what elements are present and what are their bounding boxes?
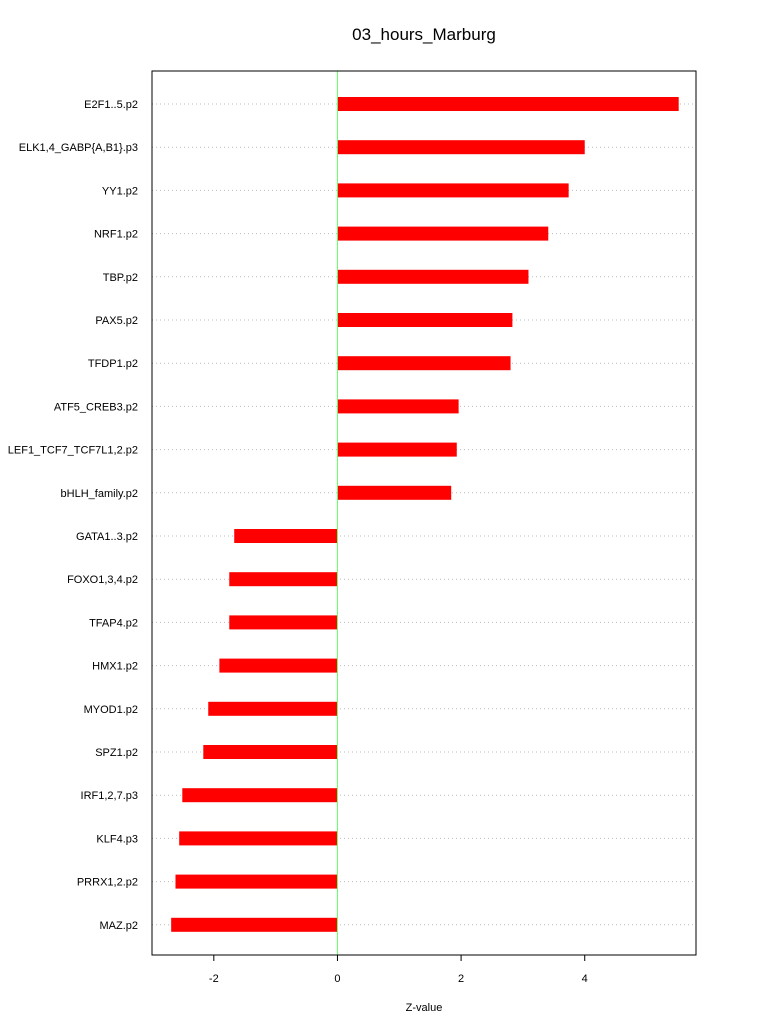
bars [171,97,679,932]
bar [337,97,678,111]
bar [229,615,337,629]
bar [175,875,337,889]
chart-title: 03_hours_Marburg [352,25,496,44]
bar [337,227,548,241]
category-label: GATA1..3.p2 [76,531,138,543]
bar [203,745,337,759]
category-label: ELK1,4_GABP{A,B1}.p3 [18,142,138,155]
x-axis [209,955,588,985]
category-label: ATF5_CREB3.p2 [53,401,138,414]
bar [337,486,451,500]
x-tick-label: 0 [334,973,341,985]
bar [337,443,456,457]
x-tick-label: 2 [458,973,465,985]
bar [171,918,337,932]
bar [337,313,512,327]
category-label: TFAP4.p2 [89,617,138,630]
bar [179,831,337,845]
category-label: YY1.p2 [101,185,138,198]
category-label: TBP.p2 [102,271,138,284]
category-label: LEF1_TCF7_TCF7L1,2.p2 [7,444,138,457]
bar [337,183,568,197]
category-label: MAZ.p2 [99,919,138,932]
category-label: KLF4.p3 [96,833,138,846]
category-label: PAX5.p2 [95,315,138,327]
category-label: E2F1..5.p2 [84,99,138,111]
category-label: HMX1.p2 [92,660,138,673]
category-label: PRRX1,2.p2 [76,876,138,889]
x-axis-label: Z-value [405,1002,443,1014]
bar [337,356,510,370]
x-tick-label: -2 [208,973,219,985]
category-label: SPZ1.p2 [95,747,138,759]
category-label: MYOD1.p2 [83,703,138,716]
bar [234,529,337,543]
x-tick-label: 4 [581,973,588,985]
category-label: FOXO1,3,4.p2 [67,574,138,587]
bar [337,140,584,154]
bar [208,702,337,716]
bar [182,788,337,802]
bar [337,270,528,284]
bar [219,659,337,673]
category-label: IRF1,2,7.p3 [80,790,138,803]
bar [337,399,458,413]
category-label: bHLH_family.p2 [60,487,138,500]
bar [229,572,337,586]
plot-frame [152,71,696,955]
category-label: NRF1.p2 [93,228,138,241]
category-labels [8,99,138,932]
category-label: TFDP1.p2 [87,358,138,371]
